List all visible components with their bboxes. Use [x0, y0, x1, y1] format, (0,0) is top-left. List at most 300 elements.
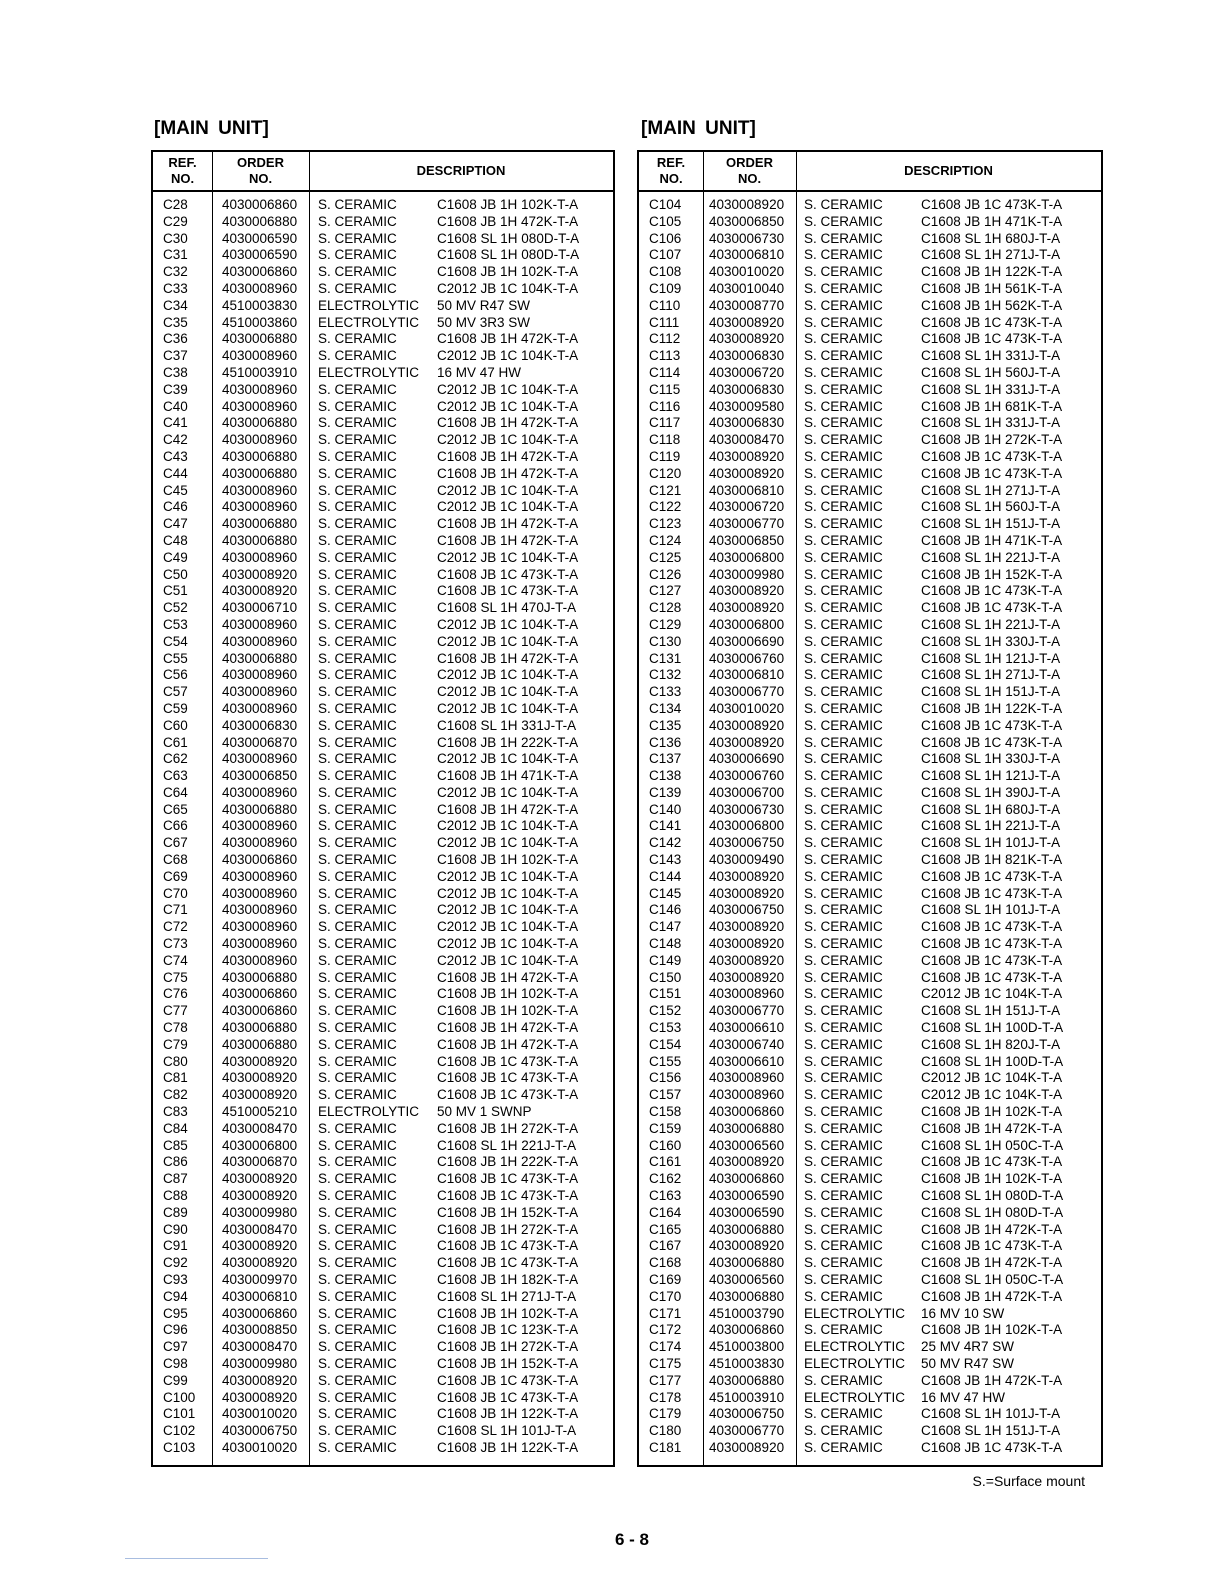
header-ref-no: [153, 152, 212, 190]
part-type-cell: S. CERAMIC: [804, 1204, 883, 1220]
table-row: [153, 1087, 613, 1104]
ref-no-cell: C31: [163, 247, 188, 263]
table-row: [639, 785, 1101, 802]
part-spec-cell: C1608 SL 1H 820J-T-A: [921, 1036, 1061, 1052]
part-type-cell: S. CERAMIC: [804, 549, 883, 565]
part-spec-cell: C1608 SL 1H 221J-T-A: [921, 549, 1061, 565]
part-type-cell: S. CERAMIC: [804, 381, 883, 397]
part-spec-cell: C1608 JB 1C 473K-T-A: [921, 952, 1063, 968]
part-spec-cell: C1608 JB 1C 473K-T-A: [921, 969, 1063, 985]
order-no-cell: 4510003860: [222, 314, 298, 330]
ref-no-cell: C169: [649, 1272, 682, 1287]
part-type-cell: S. CERAMIC: [318, 835, 397, 851]
order-no-cell: 4030008960: [222, 348, 298, 364]
part-spec-cell: C1608 SL 1H 101J-T-A: [921, 835, 1061, 851]
order-no-cell: 4030008960: [222, 868, 298, 884]
ref-no-cell: C86: [163, 1154, 188, 1170]
part-spec-cell: C1608 JB 1C 473K-T-A: [921, 717, 1063, 733]
part-type-cell: S. CERAMIC: [804, 919, 883, 935]
order-no-cell: 4030008920: [709, 331, 785, 347]
part-type-cell: S. CERAMIC: [804, 1238, 883, 1254]
part-type-cell: S. CERAMIC: [318, 801, 397, 817]
ref-no-cell: C68: [163, 852, 188, 868]
part-type-cell: ELECTROLYTIC: [804, 1355, 906, 1371]
order-no-cell: 4030006690: [709, 751, 785, 767]
ref-no-cell: C52: [163, 600, 188, 616]
part-type-cell: S. CERAMIC: [804, 734, 883, 750]
ref-no-cell: C43: [163, 448, 188, 464]
part-type-cell: S. CERAMIC: [318, 516, 397, 532]
ref-no-cell: C170: [649, 1288, 682, 1304]
ref-no-cell: C33: [163, 280, 188, 296]
part-type-cell: S. CERAMIC: [318, 868, 397, 884]
part-type-cell: S. CERAMIC: [318, 1188, 397, 1204]
ref-no-cell: C91: [163, 1238, 188, 1254]
order-no-cell: 4030008960: [222, 499, 298, 515]
part-spec-cell: 16 MV 10 SW: [921, 1305, 1005, 1321]
table-row: [639, 869, 1101, 886]
part-type-cell: S. CERAMIC: [804, 1255, 883, 1271]
ref-no-cell: C127: [649, 583, 682, 599]
part-type-cell: S. CERAMIC: [318, 432, 397, 448]
order-no-cell: 4030006710: [222, 600, 298, 616]
order-no-cell: 4030006770: [709, 516, 785, 532]
order-no-cell: 4030008960: [222, 549, 298, 565]
ref-no-cell: C75: [163, 969, 188, 985]
part-type-cell: S. CERAMIC: [318, 734, 397, 750]
part-spec-cell: C1608 JB 1H 102K-T-A: [921, 1171, 1063, 1187]
ref-no-cell: C36: [163, 331, 188, 347]
ref-no-cell: C102: [163, 1423, 196, 1439]
ref-no-cell: C64: [163, 784, 188, 800]
part-type-cell: S. CERAMIC: [804, 1020, 883, 1036]
part-spec-cell: C2012 JB 1C 104K-T-A: [437, 700, 579, 716]
part-type-cell: S. CERAMIC: [318, 1355, 397, 1371]
order-no-cell: 4030006880: [222, 801, 298, 817]
part-spec-cell: C1608 JB 1H 472K-T-A: [437, 1036, 579, 1052]
order-no-cell: 4510003910: [222, 364, 298, 380]
part-spec-cell: C1608 JB 1H 821K-T-A: [921, 852, 1063, 868]
ref-no-cell: C49: [163, 549, 188, 565]
part-type-cell: S. CERAMIC: [804, 583, 883, 599]
ref-no-cell: C133: [649, 684, 682, 700]
part-type-cell: ELECTROLYTIC: [318, 1104, 420, 1120]
ref-no-cell: C57: [163, 684, 188, 700]
part-spec-cell: C1608 SL 1H 331J-T-A: [921, 348, 1061, 364]
part-spec-cell: C1608 JB 1H 102K-T-A: [921, 1104, 1063, 1120]
table-row: [153, 483, 613, 500]
ref-no-cell: C162: [649, 1171, 682, 1187]
table-row: [153, 735, 613, 752]
ref-no-cell: C141: [649, 818, 682, 834]
part-type-cell: S. CERAMIC: [318, 1288, 397, 1304]
part-spec-cell: C2012 JB 1C 104K-T-A: [437, 868, 579, 884]
table-row: [639, 986, 1101, 1003]
part-spec-cell: C1608 JB 1C 473K-T-A: [437, 583, 579, 599]
ref-no-cell: C71: [163, 902, 188, 918]
ref-no-cell: C156: [649, 1070, 682, 1086]
order-no-cell: 4030008960: [222, 432, 298, 448]
table-row: [153, 936, 613, 953]
table-row: [153, 1138, 613, 1155]
part-spec-cell: C1608 SL 1H 101J-T-A: [437, 1423, 577, 1439]
part-spec-cell: C1608 JB 1C 473K-T-A: [921, 1154, 1063, 1170]
part-spec-cell: C1608 JB 1H 472K-T-A: [437, 650, 579, 666]
part-type-cell: S. CERAMIC: [318, 532, 397, 548]
order-no-cell: 4030006700: [709, 784, 785, 800]
part-spec-cell: C2012 JB 1C 104K-T-A: [437, 919, 579, 935]
part-spec-cell: C1608 JB 1H 472K-T-A: [437, 969, 579, 985]
part-type-cell: S. CERAMIC: [318, 398, 397, 414]
part-spec-cell: C1608 JB 1H 472K-T-A: [437, 801, 579, 817]
part-spec-cell: C1608 JB 1C 473K-T-A: [921, 331, 1063, 347]
table-row: [639, 852, 1101, 869]
part-type-cell: S. CERAMIC: [804, 197, 883, 212]
part-spec-cell: C1608 SL 1H 151J-T-A: [921, 684, 1061, 700]
order-no-cell: 4030008920: [709, 1154, 785, 1170]
table-row: [639, 1054, 1101, 1071]
order-no-cell: 4030006810: [709, 482, 785, 498]
order-no-cell: 4030006860: [222, 197, 298, 212]
part-type-cell: S. CERAMIC: [804, 213, 883, 229]
part-spec-cell: C1608 JB 1H 472K-T-A: [921, 1255, 1063, 1271]
table-row: [153, 869, 613, 886]
part-spec-cell: C1608 SL 1H 100D-T-A: [921, 1020, 1064, 1036]
part-spec-cell: C1608 JB 1H 472K-T-A: [921, 1120, 1063, 1136]
order-no-cell: 4030010020: [709, 700, 785, 716]
part-spec-cell: C1608 JB 1H 152K-T-A: [921, 566, 1063, 582]
ref-no-cell: C122: [649, 499, 682, 515]
part-type-cell: S. CERAMIC: [318, 1305, 397, 1321]
ref-no-cell: C97: [163, 1339, 188, 1355]
part-spec-cell: C2012 JB 1C 104K-T-A: [437, 398, 579, 414]
part-spec-cell: C1608 SL 1H 121J-T-A: [921, 650, 1061, 666]
table-row: [639, 617, 1101, 634]
table-row: [153, 1003, 613, 1020]
part-spec-cell: C2012 JB 1C 104K-T-A: [437, 684, 579, 700]
part-type-cell: S. CERAMIC: [318, 751, 397, 767]
part-spec-cell: C1608 SL 1H 331J-T-A: [921, 381, 1061, 397]
order-no-cell: 4030006860: [222, 852, 298, 868]
part-type-cell: S. CERAMIC: [318, 583, 397, 599]
order-no-cell: 4030008960: [222, 684, 298, 700]
table-row: [639, 315, 1101, 332]
order-no-cell: 4030008960: [222, 700, 298, 716]
order-no-cell: 4030008960: [709, 1087, 785, 1103]
ref-no-cell: C139: [649, 784, 682, 800]
part-type-cell: S. CERAMIC: [804, 499, 883, 515]
part-type-cell: S. CERAMIC: [804, 868, 883, 884]
part-type-cell: S. CERAMIC: [804, 1104, 883, 1120]
table-row: [639, 1205, 1101, 1222]
order-no-cell: 4030008470: [222, 1221, 298, 1237]
order-no-cell: 4030006730: [709, 230, 785, 246]
part-spec-cell: C2012 JB 1C 104K-T-A: [437, 616, 579, 632]
part-spec-cell: C1608 SL 1H 560J-T-A: [921, 499, 1061, 515]
ref-no-cell: C135: [649, 717, 682, 733]
order-no-cell: 4030008920: [222, 566, 298, 582]
part-type-cell: S. CERAMIC: [804, 1120, 883, 1136]
part-spec-cell: C1608 SL 1H 331J-T-A: [437, 717, 577, 733]
ref-no-cell: C55: [163, 650, 188, 666]
ref-no-cell: C146: [649, 902, 682, 918]
part-spec-cell: C1608 JB 1H 472K-T-A: [921, 1372, 1063, 1388]
order-no-cell: 4030008920: [222, 1070, 298, 1086]
ref-no-cell: C56: [163, 667, 188, 683]
part-spec-cell: C1608 JB 1H 472K-T-A: [437, 415, 579, 431]
part-type-cell: S. CERAMIC: [318, 633, 397, 649]
part-spec-cell: 50 MV R47 SW: [437, 297, 531, 313]
table-row: [153, 1154, 613, 1171]
part-spec-cell: C2012 JB 1C 104K-T-A: [437, 549, 579, 565]
part-type-cell: S. CERAMIC: [318, 1036, 397, 1052]
ref-no-cell: C79: [163, 1036, 188, 1052]
part-spec-cell: C1608 JB 1H 471K-T-A: [921, 532, 1063, 548]
table-row: [153, 1020, 613, 1037]
part-type-cell: S. CERAMIC: [318, 784, 397, 800]
table-row: [639, 247, 1101, 264]
part-spec-cell: C1608 SL 1H 221J-T-A: [921, 616, 1061, 632]
part-type-cell: ELECTROLYTIC: [804, 1305, 906, 1321]
ref-no-cell: C45: [163, 482, 188, 498]
order-no-cell: 4030008960: [222, 936, 298, 952]
ref-no-cell: C73: [163, 936, 188, 952]
part-type-cell: S. CERAMIC: [804, 348, 883, 364]
part-spec-cell: C1608 SL 1H 271J-T-A: [921, 247, 1061, 263]
order-no-cell: 4030008920: [709, 465, 785, 481]
order-no-cell: 4030008770: [709, 297, 785, 313]
order-no-cell: 4030006860: [709, 1322, 785, 1338]
part-spec-cell: C1608 JB 1H 102K-T-A: [437, 852, 579, 868]
part-type-cell: S. CERAMIC: [804, 667, 883, 683]
table-row: [153, 1373, 613, 1390]
ref-no-cell: C48: [163, 532, 188, 548]
table-row: [153, 1272, 613, 1289]
part-type-cell: S. CERAMIC: [318, 969, 397, 985]
part-type-cell: S. CERAMIC: [804, 532, 883, 548]
ref-no-cell: C98: [163, 1355, 188, 1371]
part-type-cell: S. CERAMIC: [804, 902, 883, 918]
order-no-cell: 4030008920: [222, 1053, 298, 1069]
table-row: [639, 415, 1101, 432]
part-type-cell: S. CERAMIC: [804, 717, 883, 733]
table-row: [639, 1306, 1101, 1323]
part-spec-cell: C1608 JB 1C 473K-T-A: [437, 1070, 579, 1086]
table-row: [153, 886, 613, 903]
part-spec-cell: C1608 SL 1H 151J-T-A: [921, 1423, 1061, 1439]
part-type-cell: S. CERAMIC: [804, 331, 883, 347]
ref-no-cell: C61: [163, 734, 188, 750]
order-no-cell: 4510003830: [709, 1355, 785, 1371]
ref-no-cell: C30: [163, 230, 188, 246]
table-row: [639, 1238, 1101, 1255]
ref-no-cell: C157: [649, 1087, 682, 1103]
ref-no-cell: C140: [649, 801, 682, 817]
table-row: [639, 432, 1101, 449]
table-row: [153, 1205, 613, 1222]
part-type-cell: S. CERAMIC: [804, 297, 883, 313]
ref-no-cell: C167: [649, 1238, 682, 1254]
order-no-cell: 4030006870: [222, 734, 298, 750]
part-spec-cell: C2012 JB 1C 104K-T-A: [437, 936, 579, 952]
part-type-cell: S. CERAMIC: [804, 482, 883, 498]
order-no-cell: 4030006610: [709, 1053, 785, 1069]
ref-no-cell: C70: [163, 885, 188, 901]
ref-no-cell: C62: [163, 751, 188, 767]
table-row: [639, 583, 1101, 600]
part-spec-cell: C2012 JB 1C 104K-T-A: [437, 667, 579, 683]
part-spec-cell: C2012 JB 1C 104K-T-A: [437, 432, 579, 448]
ref-no-cell: C126: [649, 566, 682, 582]
ref-no-cell: C145: [649, 885, 682, 901]
table-row: [153, 298, 613, 315]
order-no-cell: 4030006880: [222, 1036, 298, 1052]
order-no-cell: 4030006860: [222, 986, 298, 1002]
part-type-cell: S. CERAMIC: [804, 432, 883, 448]
part-type-cell: S. CERAMIC: [804, 936, 883, 952]
part-spec-cell: C2012 JB 1C 104K-T-A: [437, 482, 579, 498]
table-row: [639, 298, 1101, 315]
order-no-cell: 4030008920: [222, 1188, 298, 1204]
part-spec-cell: C1608 JB 1C 473K-T-A: [921, 885, 1063, 901]
table-row: [153, 919, 613, 936]
order-no-cell: 4030009980: [222, 1355, 298, 1371]
part-spec-cell: C1608 SL 1H 221J-T-A: [921, 818, 1061, 834]
part-type-cell: S. CERAMIC: [318, 1120, 397, 1136]
part-spec-cell: C1608 JB 1C 473K-T-A: [437, 1389, 579, 1405]
part-type-cell: S. CERAMIC: [804, 415, 883, 431]
part-spec-cell: C1608 JB 1H 472K-T-A: [437, 516, 579, 532]
part-spec-cell: C2012 JB 1C 104K-T-A: [921, 1087, 1063, 1103]
order-no-cell: 4030006800: [709, 818, 785, 834]
table-row: [153, 1322, 613, 1339]
order-no-cell: 4030009490: [709, 852, 785, 868]
order-no-cell: 4030006880: [222, 415, 298, 431]
part-type-cell: S. CERAMIC: [318, 1339, 397, 1355]
part-spec-cell: C1608 JB 1C 473K-T-A: [921, 734, 1063, 750]
page-number: 6 - 8: [614, 1530, 650, 1549]
part-spec-cell: C2012 JB 1C 104K-T-A: [437, 784, 579, 800]
part-spec-cell: C1608 JB 1H 562K-T-A: [921, 297, 1063, 313]
ref-no-cell: C35: [163, 314, 188, 330]
order-no-cell: 4030008470: [222, 1339, 298, 1355]
part-type-cell: S. CERAMIC: [804, 751, 883, 767]
table-row: [153, 1390, 613, 1407]
order-no-cell: 4030008960: [222, 784, 298, 800]
part-type-cell: S. CERAMIC: [804, 1137, 883, 1153]
part-type-cell: S. CERAMIC: [804, 768, 883, 784]
table-row: [639, 902, 1101, 919]
ref-no-cell: C29: [163, 213, 188, 229]
part-type-cell: ELECTROLYTIC: [804, 1339, 906, 1355]
table-body: [639, 197, 1101, 1457]
ref-no-cell: C89: [163, 1204, 188, 1220]
order-no-cell: 4030006860: [222, 1003, 298, 1019]
part-type-cell: S. CERAMIC: [318, 331, 397, 347]
order-no-cell: 4030008960: [222, 398, 298, 414]
part-spec-cell: C1608 SL 1H 080D-T-A: [921, 1204, 1064, 1220]
table-row: [639, 953, 1101, 970]
order-no-cell: 4030008920: [709, 969, 785, 985]
ref-no-cell: C51: [163, 583, 188, 599]
ref-no-cell: C80: [163, 1053, 188, 1069]
part-spec-cell: C1608 JB 1C 473K-T-A: [921, 868, 1063, 884]
table-row: [153, 583, 613, 600]
table-row: [639, 533, 1101, 550]
order-no-cell: 4030006590: [709, 1188, 785, 1204]
part-type-cell: S. CERAMIC: [804, 801, 883, 817]
table-row: [639, 466, 1101, 483]
header-description-label: DESCRIPTION: [904, 163, 993, 178]
ref-no-cell: C85: [163, 1137, 188, 1153]
part-type-cell: S. CERAMIC: [318, 465, 397, 481]
part-spec-cell: C1608 SL 1H 101J-T-A: [921, 902, 1061, 918]
ref-no-cell: C99: [163, 1372, 188, 1388]
order-no-cell: 4030008960: [222, 919, 298, 935]
order-no-cell: 4030008850: [222, 1322, 298, 1338]
ref-no-cell: C181: [649, 1439, 682, 1455]
part-type-cell: S. CERAMIC: [804, 280, 883, 296]
part-spec-cell: C1608 JB 1C 473K-T-A: [437, 1255, 579, 1271]
order-no-cell: 4030008920: [222, 1372, 298, 1388]
order-no-cell: 4030006880: [709, 1372, 785, 1388]
table-row: [153, 902, 613, 919]
ref-no-cell: C137: [649, 751, 682, 767]
table-row: [153, 382, 613, 399]
ref-no-cell: C40: [163, 398, 188, 414]
table-row: [639, 1272, 1101, 1289]
order-no-cell: 4030006880: [222, 331, 298, 347]
ref-no-cell: C76: [163, 986, 188, 1002]
order-no-cell: 4030006880: [222, 465, 298, 481]
order-no-cell: 4510003910: [709, 1389, 785, 1405]
ref-no-cell: C168: [649, 1255, 682, 1271]
part-spec-cell: C1608 JB 1C 473K-T-A: [921, 919, 1063, 935]
order-no-cell: 4030009980: [222, 1204, 298, 1220]
part-spec-cell: C1608 JB 1H 222K-T-A: [437, 734, 579, 750]
ref-no-cell: C87: [163, 1171, 188, 1187]
part-spec-cell: C1608 SL 1H 330J-T-A: [921, 751, 1061, 767]
part-spec-cell: C2012 JB 1C 104K-T-A: [437, 348, 579, 364]
order-no-cell: 4030006690: [709, 633, 785, 649]
order-no-cell: 4030009970: [222, 1272, 298, 1287]
part-type-cell: ELECTROLYTIC: [318, 314, 420, 330]
part-type-cell: S. CERAMIC: [318, 348, 397, 364]
table-row: [153, 1255, 613, 1272]
part-type-cell: S. CERAMIC: [804, 516, 883, 532]
table-row: [153, 651, 613, 668]
part-spec-cell: C1608 SL 1H 080D-T-A: [437, 230, 580, 246]
part-type-cell: S. CERAMIC: [318, 1204, 397, 1220]
order-no-cell: 4030006860: [709, 1171, 785, 1187]
ref-no-cell: C111: [649, 314, 680, 330]
header-ref-line: REF.: [168, 155, 197, 170]
table-row: [639, 331, 1101, 348]
part-spec-cell: C1608 JB 1H 182K-T-A: [437, 1272, 579, 1287]
ref-no-cell: C148: [649, 936, 682, 952]
part-type-cell: S. CERAMIC: [318, 1154, 397, 1170]
part-type-cell: S. CERAMIC: [804, 1188, 883, 1204]
part-spec-cell: C1608 JB 1H 152K-T-A: [437, 1204, 579, 1220]
ref-no-cell: C28: [163, 197, 188, 212]
part-type-cell: S. CERAMIC: [318, 415, 397, 431]
order-no-cell: 4030008960: [222, 835, 298, 851]
part-type-cell: S. CERAMIC: [804, 1372, 883, 1388]
part-spec-cell: 50 MV 3R3 SW: [437, 314, 531, 330]
order-no-cell: 4030006830: [709, 381, 785, 397]
order-no-cell: 4030008920: [709, 734, 785, 750]
table-row: [639, 651, 1101, 668]
